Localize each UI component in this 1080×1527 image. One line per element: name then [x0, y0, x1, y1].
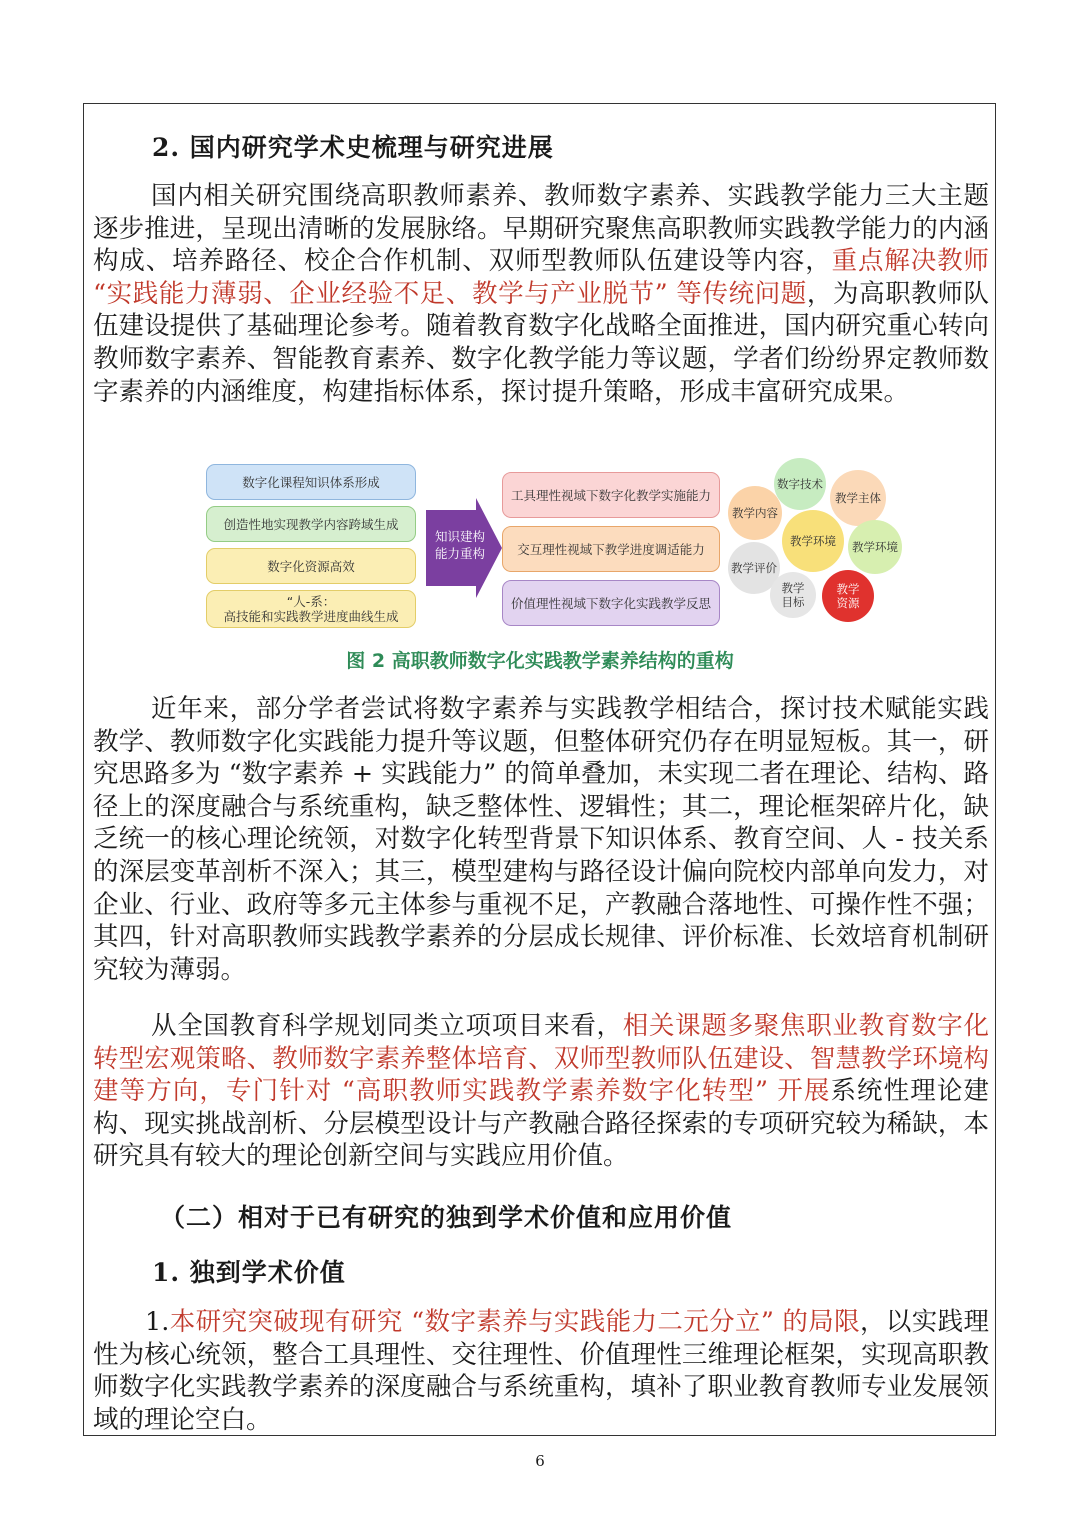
paragraph-4	[93, 1306, 989, 1436]
left-box-1: 数字化课程知识体系形成	[206, 464, 416, 500]
circle-teaching-environment-center: 教学环境	[782, 510, 844, 572]
left-box-4: “人-系： 高技能和实践教学进度曲线生成	[206, 590, 416, 628]
figure-caption: 图 2 高职教师数字化实践教学素养结构的重构	[346, 650, 734, 672]
right-box-1: 工具理性视域下数字化教学实施能力	[502, 472, 720, 518]
paragraph-2: 近年来，部分学者尝试将数字素养与实践教学相结合，探讨技术赋能实践教学、教师数字化实践能力提升等议题，但整体研究仍存在明显短板。其一，研究思路多为 “数字素养 + 实践能力” 的简单叠加，未实现二者在理论、结构、路径上的深度融合与系统重构，缺乏整体性、逻辑性；其二，理论框架碎片化，缺乏统一的核心理论统领，对数字化转型背景下知识体系、教育空间、人 - 技关系的深层变革剖析不深入；其三，模型建构与路径设计偏向院校内部单向发力，对企业、行业、政府等多元主体参与重视不足，产教融合落地性、可操作性不强；其四，针对高职教师实践教学素养的分层成长规律、评价标准、长效培育机制研究较为薄弱。	[93, 694, 989, 985]
circle-teaching-resource: 教学 资源	[822, 570, 874, 622]
circle-teaching-evaluation: 教学评价	[728, 542, 780, 594]
para3-text-b: 系统性理论建构、现实挑战剖析、分层模型设计与产教融合路径探索的专项研究较为稀缺，本研究具有较大的理论创新空间与实践应用价值。	[93, 1076, 989, 1172]
section-ii-heading: （二）相对于已有研究的独到学术价值和应用价值	[160, 1203, 733, 1232]
circle-teaching-goal: 教学 目标	[770, 572, 816, 618]
para1-text-a: 国内相关研究围绕高职教师素养、教师数字素养、实践教学能力三大主题逐步推进，呈现出清晰的发展脉络。早期研究聚焦高职教师实践教学能力的内涵构成、培养路径、校企合作机制、双师型教师队伍建设等内容，	[93, 181, 989, 277]
para4-number: 1.	[145, 1307, 170, 1337]
figure-2	[200, 458, 920, 638]
para4-text-b: ，以实践理性为核心统领，整合工具理性、交往理性、价值理性三维理论框架，实现高职教师数字化实践教学素养的深度融合与系统重构，填补了职业教育教师专业发展领域的理论空白。	[93, 1307, 989, 1435]
paragraph-1	[93, 180, 989, 408]
para3-text-a: 从全国教育科学规划同类立项项目来看，	[151, 1011, 623, 1041]
circle-teaching-content: 教学内容	[728, 486, 782, 540]
circle-digital-tech: 数字技术	[774, 458, 826, 510]
para1-highlight: 重点解决教师 “实践能力薄弱、企业经验不足、教学与产业脱节” 等传统问题	[93, 246, 989, 309]
right-box-3: 价值理性视域下数字化实践教学反思	[502, 580, 720, 626]
arrow-label: 知识建构 能力重构	[434, 529, 485, 561]
section-2-heading: 2. 国内研究学术史梳理与研究进展	[152, 133, 554, 162]
circle-teaching-environment: 教学环境	[848, 520, 902, 574]
right-box-2: 交互理性视域下教学进度调适能力	[502, 526, 720, 572]
circle-teaching-subject: 教学主体	[830, 470, 886, 526]
left-box-2: 创造性地实现教学内容跨域生成	[206, 506, 416, 542]
left-box-3: 数字化资源高效	[206, 548, 416, 584]
paragraph-3	[93, 1010, 989, 1173]
para1-text-b: ，为高职教师队伍建设提供了基础理论参考。随着教育数字化战略全面推进，国内研究重心转向教师数字素养、智能教育素养、数字化教学能力等议题，学者们纷纷界定教师数字素养的内涵维度，构建指标体系，探讨提升策略，形成丰富研究成果。	[93, 278, 989, 407]
para4-highlight: 本研究突破现有研究 “数字素养与实践能力二元分立” 的局限	[169, 1307, 860, 1337]
page-number: 6	[535, 1452, 545, 1470]
sub-1-heading: 1. 独到学术价值	[152, 1258, 346, 1287]
para3-highlight: 相关课题多聚焦职业教育数字化转型宏观策略、教师数字素养整体培育、双师型教师队伍建设、智慧教学环境构建等方向，专门针对 “高职教师实践教学素养数字化转型” 开展	[93, 1011, 989, 1107]
